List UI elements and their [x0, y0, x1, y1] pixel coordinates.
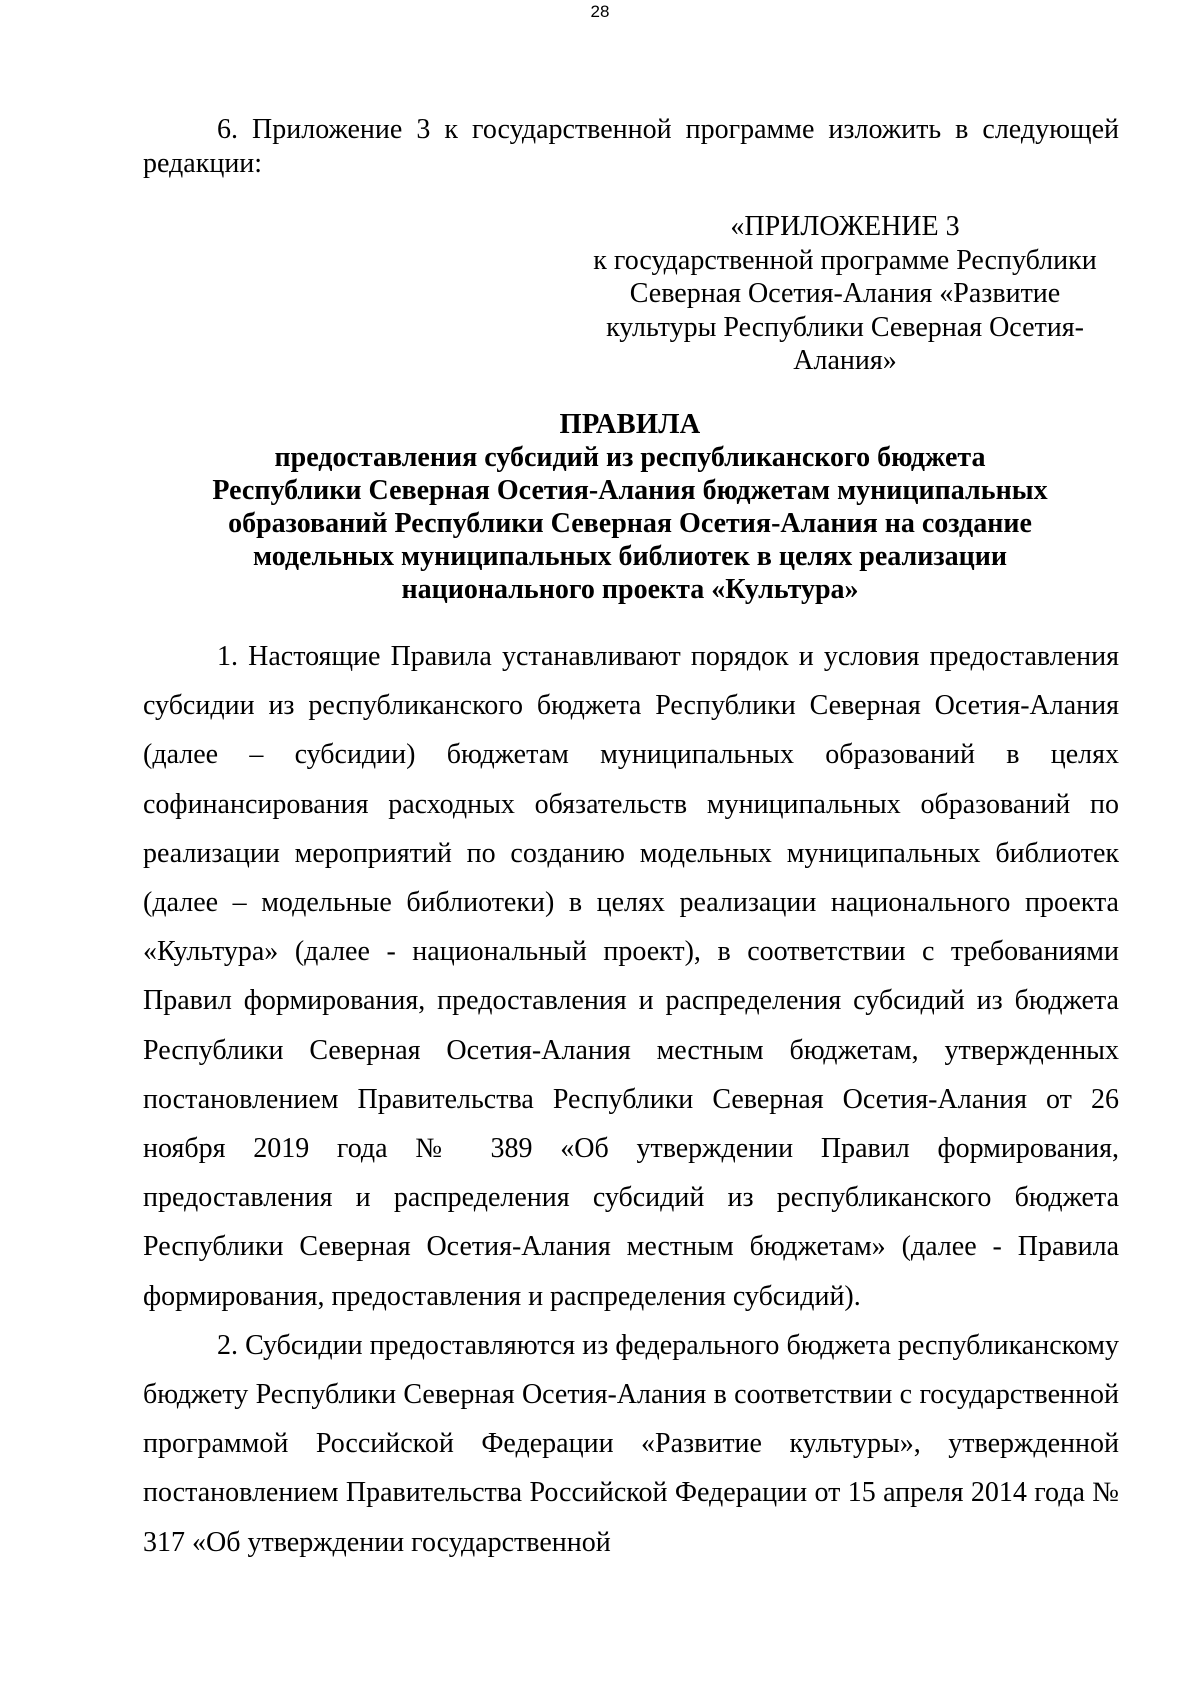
appendix-line: Северная Осетия-Алания «Развитие: [629, 278, 1061, 309]
title-main: ПРАВИЛА: [559, 409, 701, 440]
title-line: образований Республики Северная Осетия-Алания на создание: [228, 508, 1032, 539]
body-paragraph-1: 1. Настоящие Правила устанавливают порядок и условия предоставления субсидии из республиканского бюджета Республики Северная Осетия-Алания (далее – субсидии) бюджетам муниципальных образований в целях софинансирования расходных обязательств муниципальных образований по реализации мероприятий по созданию модельных муниципальных библиотек (далее – модельные библиотеки) в целях реализации национального проекта «Культура» (далее - национальный проект), в соответствии с требованиями Правил формирования, предоставления и распределения субсидий из бюджета Республики Северная Осетия-Алания местным бюджетам, утвержденных постановлением Правительства Республики Северная Осетия-Алания от 26 ноября 2019 года № 389 «Об утверждении Правил формирования, предоставления и распределения субсидий из республиканского бюджета Республики Северная Осетия-Алания местным бюджетам» (далее - Правила формирования, предоставления и распределения субсидий).: [143, 641, 1119, 1312]
intro-paragraph: 6. Приложение 3 к государственной программе изложить в следующей редакции:: [143, 114, 1119, 179]
appendix-line: «ПРИЛОЖЕНИЕ 3: [730, 211, 960, 242]
appendix-line: к государственной программе Республики: [593, 244, 1097, 276]
title-line: модельных муниципальных библиотек в целях реализации: [253, 541, 1007, 572]
document-title: [180, 408, 1080, 606]
title-line: Республики Северная Осетия-Алания бюджетам муниципальных: [212, 475, 1048, 506]
document-body: [143, 632, 1119, 1567]
title-line: национального проекта «Культура»: [401, 574, 859, 605]
appendix-line: культуры Республики Северная Осетия-: [606, 311, 1084, 343]
appendix-header: [560, 210, 1130, 378]
appendix-line: Алания»: [793, 345, 897, 376]
page-number: 28: [590, 2, 610, 21]
body-paragraph-2: 2. Субсидии предоставляются из федерального бюджета республиканскому бюджету Республики Северная Осетия-Алания в соответствии с государственной программой Российской Федерации «Развитие культуры», утвержденной постановлением Правительства Российской Федерации от 15 апреля 2014 года № 317 «Об утверждении государственной: [143, 1329, 1119, 1558]
title-line: предоставления субсидий из республиканского бюджета: [274, 442, 986, 473]
